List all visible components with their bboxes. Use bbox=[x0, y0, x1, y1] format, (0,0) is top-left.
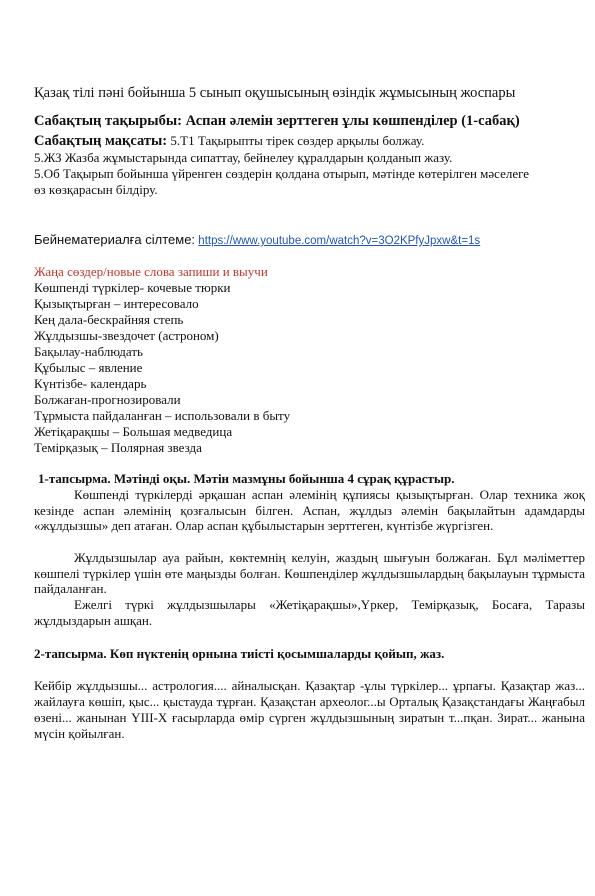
vocab-heading: Жаңа сөздер/новые слова запиши и выучи bbox=[34, 264, 268, 279]
goal-line-2: 5.ЖЗ Жазба жұмыстарында сипаттау, бейнелеу құралдарын қолданып жазу. bbox=[34, 150, 453, 165]
task1-paragraph-2: Жұлдызшылар ауа райын, көктемнің келуін, жаздың шығуын болжаған. Бұл мәліметтер көшпелі түркілер үшін өте маңызды болған. Көшпенділер жұлдызшылардың бақылауын тұрмыста пайдаланған. bbox=[34, 550, 585, 597]
vocab-item: Жетіқарақшы – Большая медведица bbox=[34, 424, 233, 439]
task1-heading: 1-тапсырма. Мәтінді оқы. Мәтін мазмұны бойынша 4 сұрақ құрастыр. bbox=[38, 471, 455, 486]
lesson-topic bbox=[34, 114, 585, 129]
task2-heading: 2-тапсырма. Көп нүктенің орнына тиісті қосымшаларды қойып, жаз. bbox=[34, 646, 445, 661]
vocab-item: Болжаған-прогнозировали bbox=[34, 392, 181, 407]
vocab-item: Құбылыс – явление bbox=[34, 360, 143, 375]
task1-paragraph-1: Көшпенді түркілерді әрқашан аспан әлемінің құпиясы қызықтырған. Олар техника жоқ кезінде аспан әлемінің қозғалысын білген. Аспан, жұлдыз әлемін бақылайтын адамдарды «жұлдызшы» деп атаған. Олар аспан құбылыстарын зерттеген, күнтізбе жүргізген. bbox=[34, 487, 585, 534]
goals-label: Сабақтың мақсаты: bbox=[34, 133, 168, 149]
vocab-item: Кең дала-бескрайняя степь bbox=[34, 312, 184, 327]
vocab-item: Тұрмыста пайдаланған – использовали в быту bbox=[34, 408, 291, 423]
goal-line-3a: 5.Об Тақырып бойынша үйренген сөздерін қолдана отырып, мәтінде көтерілген мәселеге bbox=[34, 166, 530, 181]
video-reference bbox=[34, 232, 585, 249]
topic-label: Сабақтың тақырыбы: bbox=[34, 113, 183, 129]
vocab-item: Көшпенді түркілер- кочевые тюрки bbox=[34, 280, 231, 295]
document-title: Қазақ тілі пәні бойынша 5 сынып оқушысының өзіндік жұмысының жоспары bbox=[34, 85, 516, 101]
goal-line-3b: өз көзқарасын білдіру. bbox=[34, 182, 158, 197]
vocab-item: Жұлдызшы-звездочет (астроном) bbox=[34, 328, 219, 343]
task2-text: Кейбір жұлдызшы... астрология.... айналысқан. Қазақтар -ұлы түркілер... ұрпағы. Қазақтар жаз... жайлауға көшіп, қыс... қыстауда тұрған. Қазақстан археолог...ы Орталық Қазақстандағы Жаңғабыл өзені... жанынан ҮІІІ-Х ғасырларда өмір сүрген жұлдызшының зиратын т...пқан. Зират... жанына мүсін қойылған. bbox=[34, 678, 585, 741]
goal-line-1: 5.Т1 Тақырыпты тірек сөздер арқылы болжау. bbox=[170, 133, 425, 148]
video-label: Бейнематериалға сілтеме: bbox=[34, 232, 196, 247]
vocab-item: Бақылау-наблюдать bbox=[34, 344, 143, 359]
vocab-item: Қызықтырған – интересовало bbox=[34, 296, 199, 311]
video-link[interactable]: https://www.youtube.com/watch?v=3O2KPfyJpxw&t=1s bbox=[198, 235, 481, 247]
vocab-item: Күнтізбе- календарь bbox=[34, 376, 147, 391]
task1-paragraph-3: Ежелгі түркі жұлдызшылары «Жетіқарақшы»,Үркер, Темірқазық, Босаға, Таразы жұлдыздарын ашқан. bbox=[34, 597, 585, 628]
vocab-item: Темірқазық – Полярная звезда bbox=[34, 440, 202, 455]
lesson-goals bbox=[34, 133, 585, 149]
topic-value: Аспан әлемін зерттеген ұлы көшпенділер (1-сабақ) bbox=[185, 113, 520, 129]
